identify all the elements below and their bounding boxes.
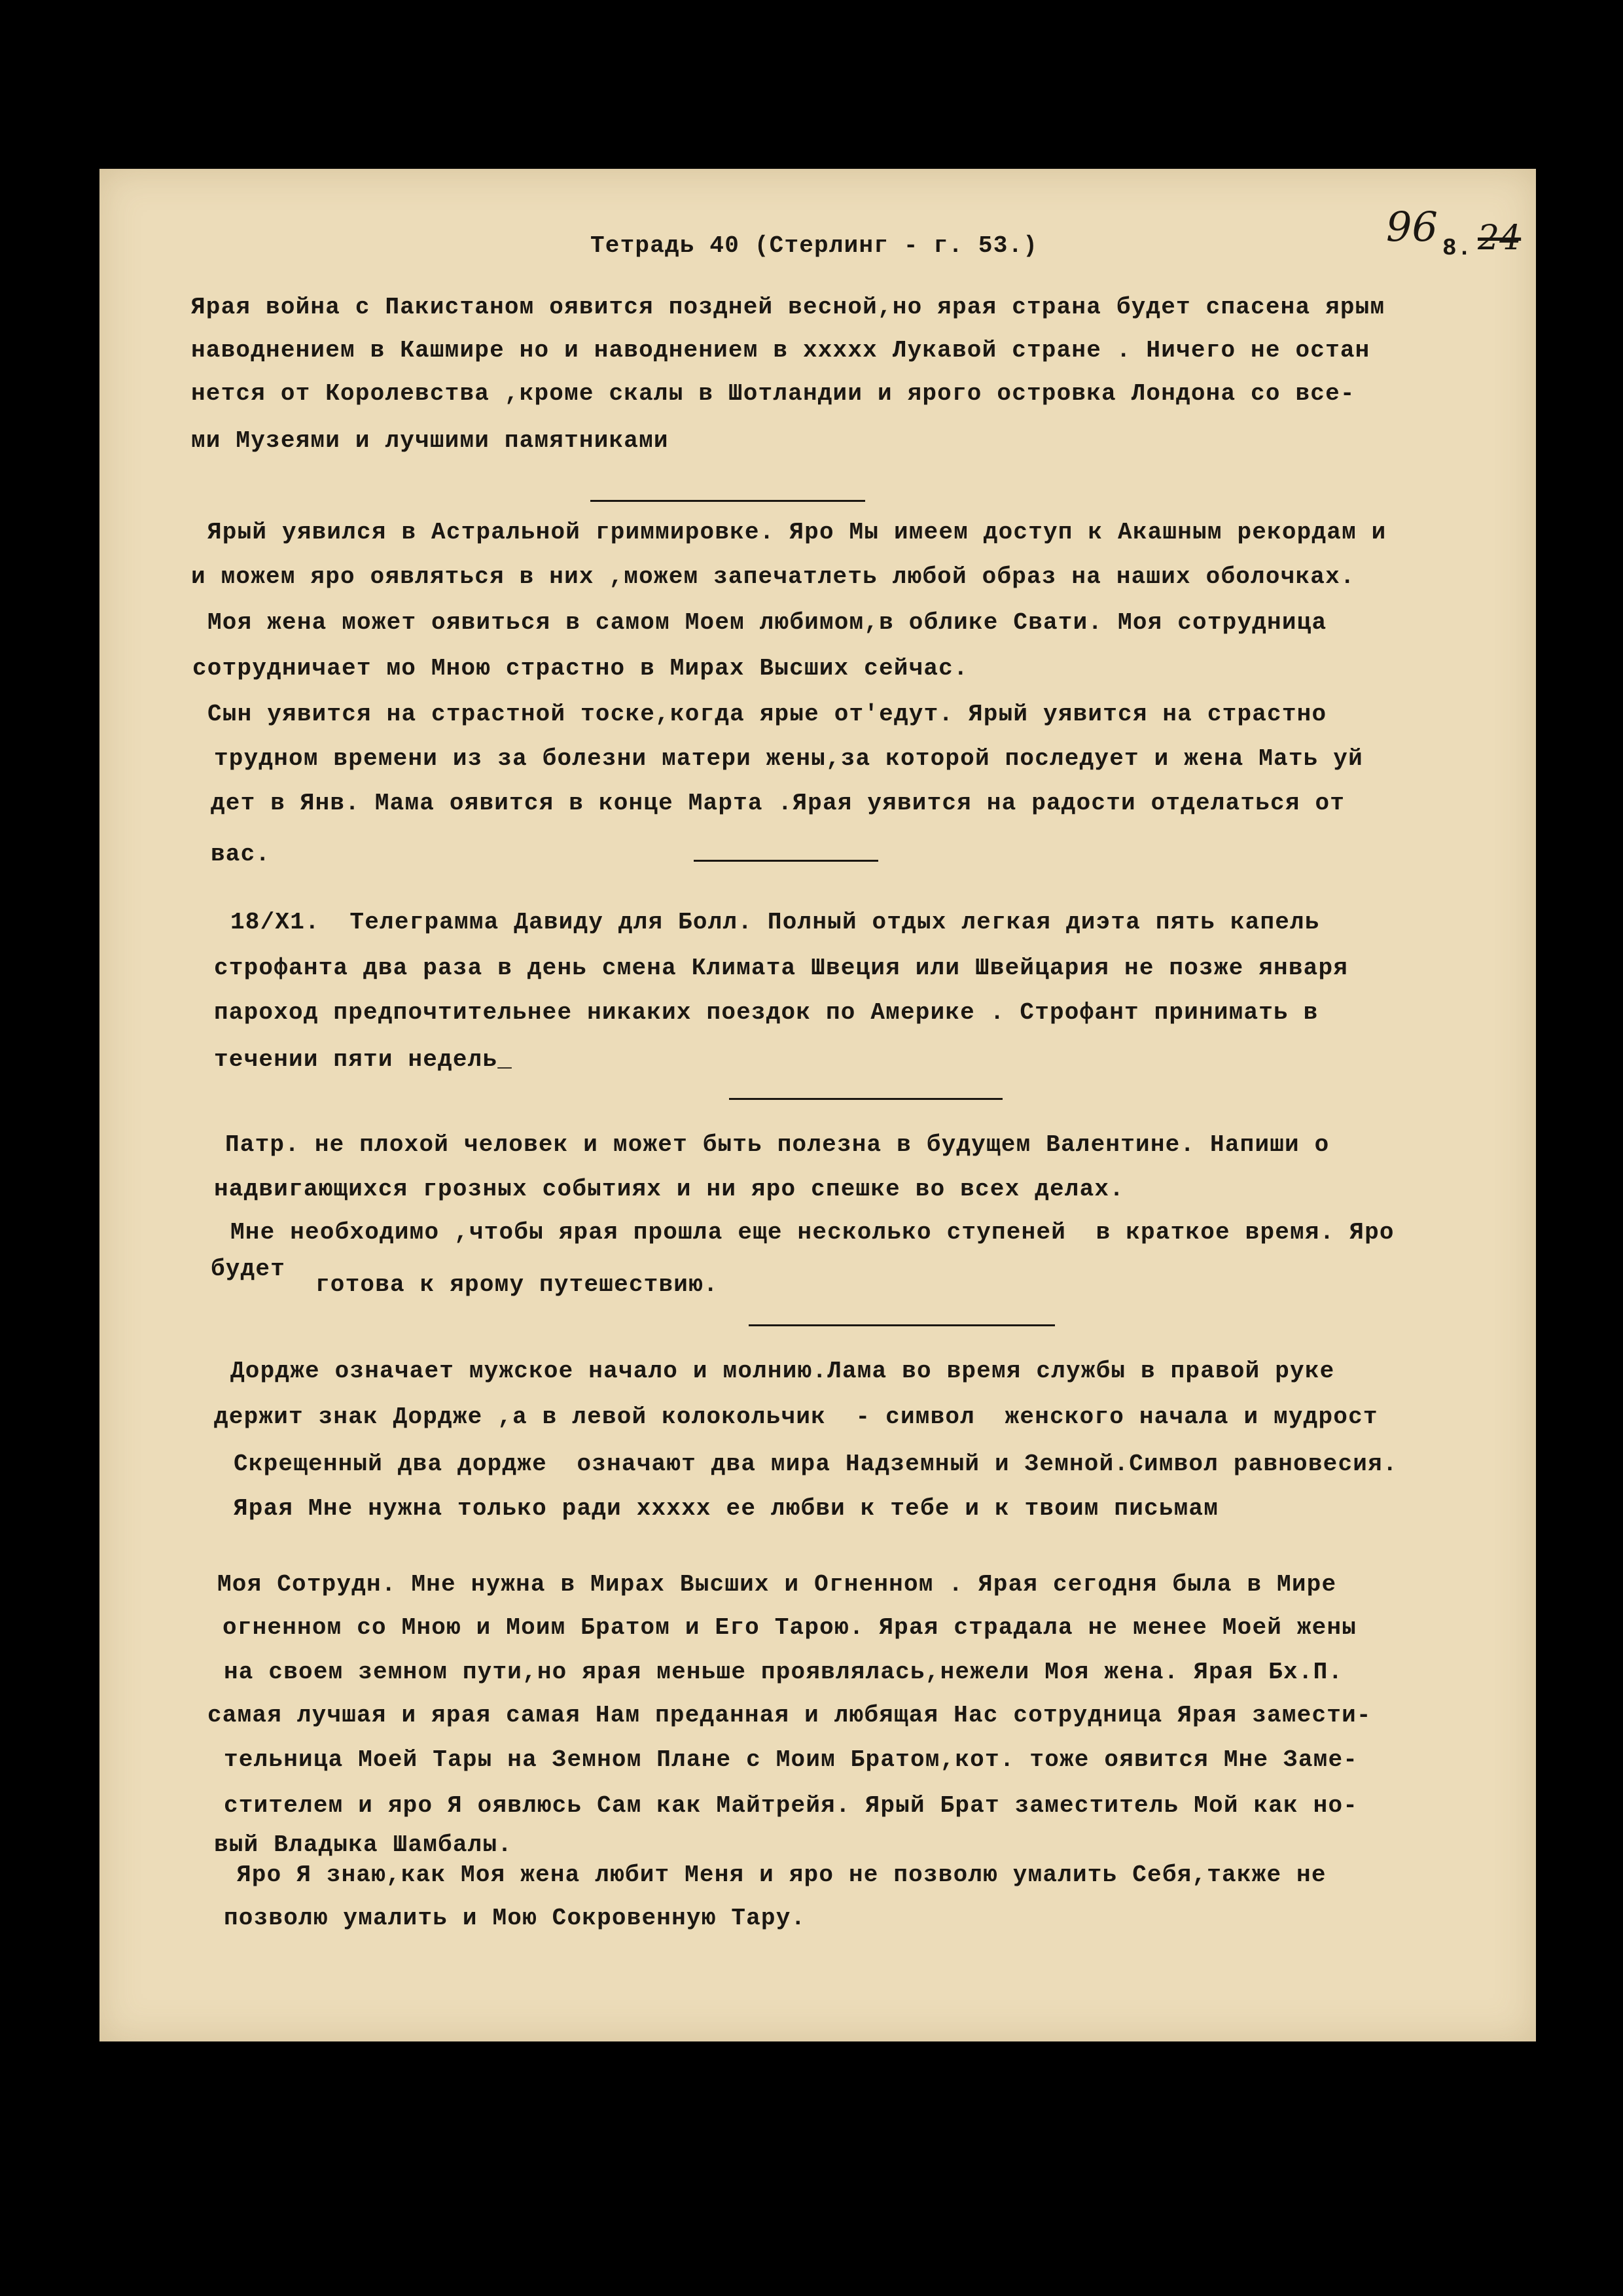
text-line: дет в Янв. Мама оявится в конце Марта .Ярая уявится на радости отделаться от <box>211 790 1346 817</box>
struck-folio-number: 24 <box>1478 219 1522 258</box>
text-line: самая лучшая и ярая самая Нам преданная и любящая Нас сотрудница Ярая замести- <box>207 1702 1372 1729</box>
text-line: Ярая Мне нужна только ради ххххх ее любви к тебе и к твоим письмам <box>234 1495 1219 1522</box>
text-line: течении пяти недель_ <box>214 1046 513 1073</box>
section-divider <box>749 1324 1055 1326</box>
text-line: пароход предпочтительнее никаких поездок по Америке . Строфант принимать в <box>214 999 1319 1026</box>
section-divider <box>694 860 878 862</box>
page-title: Тетрадь 40 (Стерлинг - г. 53.) <box>590 232 1039 259</box>
text-line: тельница Моей Тары на Земном Плане с Моим Братом,кот. тоже оявится Мне Заме- <box>224 1746 1359 1773</box>
text-line: Патр. не плохой человек и может быть полезна в будущем Валентине. Напиши о <box>225 1131 1330 1158</box>
typed-folio-number: 8. <box>1442 235 1472 262</box>
text-line: Яро Я знаю,как Моя жена любит Меня и яро не позволю умалить Себя,также не <box>237 1862 1327 1888</box>
text-line: Моя жена может оявиться в самом Моем любимом,в облике Свати. Моя сотрудница <box>207 609 1327 636</box>
text-line: стителем и яро Я оявлюсь Сам как Майтрейя. Ярый Брат заместитель Мой как но- <box>224 1792 1359 1819</box>
text-line: на своем земном пути,но ярая меньше проявлялась,нежели Моя жена. Ярая Бх.П. <box>224 1659 1344 1686</box>
text-line: вас. <box>211 841 271 868</box>
text-line: позволю умалить и Мою Сокровенную Тару. <box>224 1905 806 1932</box>
text-line: готова к ярому путешествию. <box>315 1271 719 1298</box>
text-line: Сын уявится на страстной тоске,когда ярые от'едут. Ярый уявится на страстно <box>207 701 1327 728</box>
handwritten-folio-number: 96 <box>1386 203 1438 251</box>
text-line: Моя Сотрудн. Мне нужна в Мирах Высших и Огненном . Ярая сегодня была в Мире <box>217 1571 1337 1598</box>
text-line: Дордже означает мужское начало и молнию.Лама во время службы в правой руке <box>230 1358 1335 1385</box>
text-line: Ярый уявился в Астральной гриммировке. Яро Мы имеем доступ к Акашным рекордам и <box>207 519 1387 546</box>
text-line: Ярая война с Пакистаном оявится поздней весной,но ярая страна будет спасена ярым <box>191 294 1385 321</box>
text-line: сотрудничает мо Мною страстно в Мирах Высших сейчас. <box>192 655 969 682</box>
text-line: наводнением в Кашмире но и наводнением в ххххх Лукавой стране . Ничего не остан <box>191 337 1370 364</box>
text-line: нется от Королевства ,кроме скалы в Шотландии и ярого островка Лондона со все- <box>191 380 1355 407</box>
document-page <box>99 169 1536 2041</box>
text-line: ми Музеями и лучшими памятниками <box>191 427 669 454</box>
text-line: держит знак Дордже ,а в левой колокольчик - символ женского начала и мудрост <box>214 1404 1378 1430</box>
text-line: трудном времени из за болезни матери жены,за которой последует и жена Мать уй <box>214 745 1363 772</box>
section-divider <box>590 500 865 502</box>
text-line: Мне необходимо ,чтобы ярая прошла еще несколько ступеней в краткое время. Яро <box>230 1219 1395 1246</box>
text-line: и можем яро оявляться в них ,можем запечатлеть любой образ на наших оболочках. <box>191 563 1355 590</box>
text-line: будет <box>211 1256 286 1282</box>
section-divider <box>729 1098 1003 1100</box>
text-line: Скрещенный два дордже означают два мира Надземный и Земной.Символ равновесия. <box>234 1451 1398 1477</box>
text-line: огненном со Мною и Моим Братом и Его Тарою. Ярая страдала не менее Моей жены <box>223 1614 1357 1641</box>
text-line: надвигающихся грозных событиях и ни яро спешке во всех делах. <box>214 1176 1125 1203</box>
text-line: вый Владыка Шамбалы. <box>214 1831 513 1858</box>
text-line: 18/Х1. Телеграмма Давиду для Болл. Полный отдых легкая диэта пять капель <box>230 909 1320 936</box>
text-line: строфанта два раза в день смена Климата Швеция или Швейцария не позже января <box>214 955 1349 981</box>
